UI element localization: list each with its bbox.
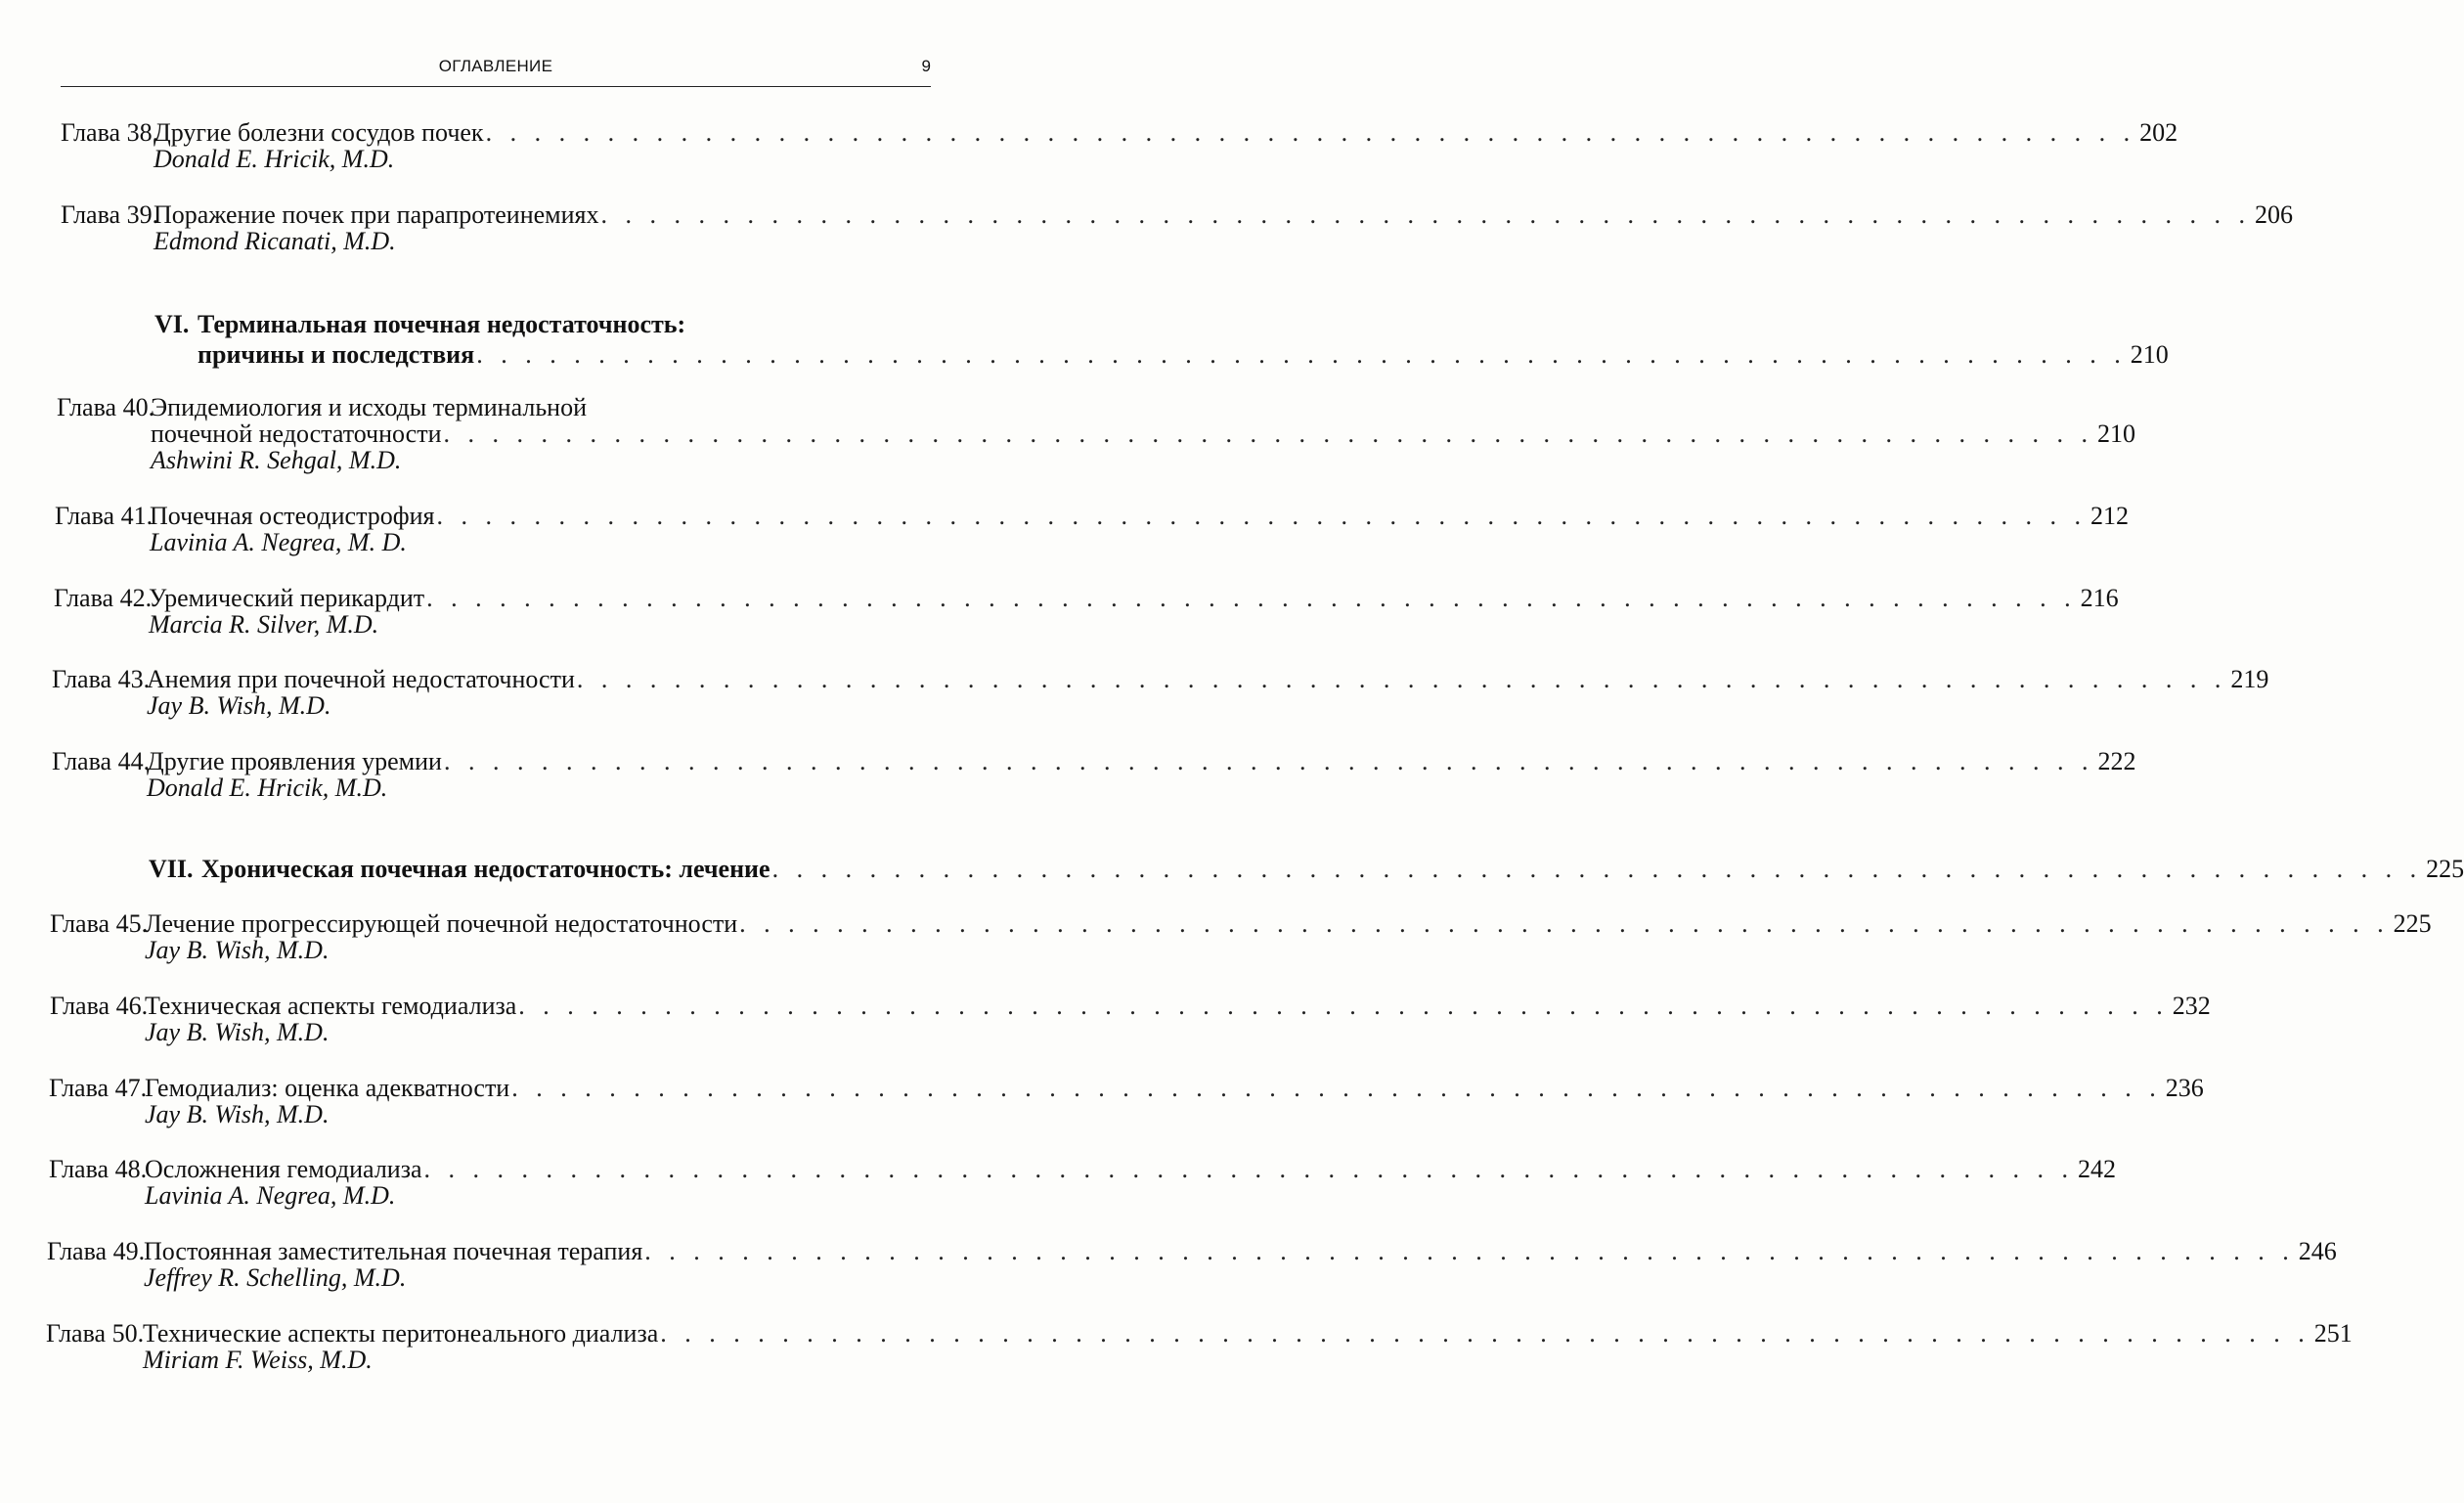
dot-leader: . . . . . . . . . . . . . . . . . . . . . . . . . . . . . . . . . . . . . . . . . . . . . . . . . . . . . . . . . . . . . . . . . . . . (518, 992, 2169, 1020)
chapter-title-line-1: Эпидемиология и исходы терминальной (151, 393, 587, 421)
chapter-label: Глава 46. (50, 992, 149, 1020)
section-page: 225 (2426, 855, 2464, 883)
chapter-label: Глава 48. (49, 1155, 148, 1183)
chapter-page: 232 (2172, 992, 2211, 1020)
chapter-author: Lavinia A. Negrea, M. D. (150, 528, 407, 556)
chapter-page: 210 (2097, 420, 2135, 448)
chapter-label: Глава 44. (52, 747, 151, 775)
chapter-page: 246 (2298, 1237, 2337, 1265)
chapter-title: Осложнения гемодиализа (145, 1155, 422, 1183)
chapter-title: Уремический перикардит (149, 584, 425, 612)
toc-section-7[interactable] (149, 855, 2464, 883)
toc-entry-chapter-48[interactable] (49, 1155, 2117, 1210)
toc-entry-chapter-42[interactable] (54, 584, 2119, 639)
running-header-title: ОГЛАВЛЕНИЕ (438, 57, 553, 75)
section-number: VI. (154, 310, 190, 338)
toc-entry-chapter-44[interactable] (52, 747, 2136, 802)
chapter-author: Miriam F. Weiss, M.D. (143, 1346, 373, 1374)
toc-entry-chapter-38[interactable] (61, 118, 2178, 173)
section-number: VII. (149, 855, 194, 883)
chapter-page: 216 (2080, 584, 2119, 612)
chapter-label: Глава 45. (50, 909, 149, 938)
dot-leader: . . . . . . . . . . . . . . . . . . . . . . . . . . . . . . . . . . . . . . . . . . . . . . . . . . . . . . . . . . . . . . . . . . . . (576, 665, 2227, 693)
chapter-author: Lavinia A. Negrea, M.D. (145, 1181, 396, 1210)
toc-entry-chapter-47[interactable] (49, 1074, 2204, 1128)
dot-leader: . . . . . . . . . . . . . . . . . . . . . . . . . . . . . . . . . . . . . . . . . . . . . . . . . . . . . . . . . . . . . . . . . . . . (443, 420, 2093, 448)
section-title: Хроническая почечная недостаточность: лечение (201, 855, 770, 883)
chapter-title: Лечение прогрессирующей почечной недостаточности (145, 909, 738, 938)
toc-entry-chapter-40[interactable] (57, 393, 2135, 474)
dot-leader: . . . . . . . . . . . . . . . . . . . . . . . . . . . . . . . . . . . . . . . . . . . . . . . . . . . . . . . . . . . . . . . . . . . . (423, 1155, 2075, 1183)
chapter-author: Ashwini R. Sehgal, M.D. (151, 446, 402, 474)
chapter-author: Jay B. Wish, M.D. (145, 936, 330, 964)
toc-entry-chapter-39[interactable] (61, 200, 2293, 255)
chapter-label: Глава 47. (49, 1074, 148, 1102)
dot-leader: . . . . . . . . . . . . . . . . . . . . . . . . . . . . . . . . . . . . . . . . . . . . . . . . . . . . . . . . . . . . . . . . . . . . (436, 502, 2087, 530)
dot-leader: . . . . . . . . . . . . . . . . . . . . . . . . . . . . . . . . . . . . . . . . . . . . . . . . . . . . . . . . . . . . . . . . . . . . (485, 118, 2136, 147)
chapter-page: 219 (2230, 665, 2269, 693)
toc-entry-chapter-46[interactable] (50, 992, 2211, 1046)
toc-entry-chapter-41[interactable] (55, 502, 2129, 556)
dot-leader: . . . . . . . . . . . . . . . . . . . . . . . . . . . . . . . . . . . . . . . . . . . . . . . . . . . . . . . . . . . . . . . . . . . . (476, 340, 2127, 369)
chapter-title: Анемия при почечной недостаточности (147, 665, 575, 693)
dot-leader: . . . . . . . . . . . . . . . . . . . . . . . . . . . . . . . . . . . . . . . . . . . . . . . . . . . . . . . . . . . . . . . . . . . . (644, 1237, 2295, 1265)
chapter-page: 251 (2313, 1319, 2353, 1348)
chapter-title: Постоянная заместительная почечная терапия (144, 1237, 643, 1265)
page-number: 9 (921, 57, 931, 75)
chapter-label: Глава 38. (61, 118, 159, 147)
toc-entry-chapter-50[interactable] (46, 1319, 2353, 1374)
chapter-title: Другие болезни сосудов почек (154, 118, 484, 147)
dot-leader: . . . . . . . . . . . . . . . . . . . . . . . . . . . . . . . . . . . . . . . . . . . . . . . . . . . . . . . . . . . . . . . . . . . . (600, 200, 2251, 229)
chapter-title: Другие проявления уремии (147, 747, 442, 775)
chapter-label: Глава 39. (61, 200, 159, 229)
toc-entry-chapter-45[interactable] (50, 909, 2432, 964)
chapter-author: Jay B. Wish, M.D. (145, 1018, 330, 1046)
toc-entry-chapter-49[interactable] (47, 1237, 2337, 1292)
chapter-label: Глава 49. (47, 1237, 146, 1265)
chapter-author: Jay B. Wish, M.D. (145, 1100, 330, 1128)
chapter-page: 225 (2393, 909, 2432, 938)
chapter-title: Гемодиализ: оценка адекватности (145, 1074, 510, 1102)
chapter-label: Глава 41. (55, 502, 154, 530)
toc-entry-chapter-43[interactable] (52, 665, 2269, 720)
chapter-title: Поражение почек при парапротеинемиях (154, 200, 599, 229)
chapter-author: Marcia R. Silver, M.D. (149, 610, 379, 639)
chapter-title-line-2: почечной недостаточности (151, 420, 442, 448)
dot-leader: . . . . . . . . . . . . . . . . . . . . . . . . . . . . . . . . . . . . . . . . . . . . . . . . . . . . . . . . . . . . . . . . . . . . (660, 1319, 2310, 1348)
chapter-page: 212 (2090, 502, 2129, 530)
section-title-line-2: причины и последствия (198, 340, 475, 369)
dot-leader: . . . . . . . . . . . . . . . . . . . . . . . . . . . . . . . . . . . . . . . . . . . . . . . . . . . . . . . . . . . . . . . . . . . . (443, 747, 2094, 775)
dot-leader: . . . . . . . . . . . . . . . . . . . . . . . . . . . . . . . . . . . . . . . . . . . . . . . . . . . . . . . . . . . . . . . . . . . . (426, 584, 2077, 612)
dot-leader: . . . . . . . . . . . . . . . . . . . . . . . . . . . . . . . . . . . . . . . . . . . . . . . . . . . . . . . . . . . . . . . . . . . . (511, 1074, 2162, 1102)
chapter-author: Jeffrey R. Schelling, M.D. (144, 1263, 407, 1292)
chapter-title: Почечная остеодистрофия (150, 502, 435, 530)
section-title-line-1: Терминальная почечная недостаточность: (198, 310, 686, 338)
chapter-title: Техническая аспекты гемодиализа (145, 992, 517, 1020)
chapter-author: Donald E. Hricik, M.D. (147, 774, 388, 802)
dot-leader: . . . . . . . . . . . . . . . . . . . . . . . . . . . . . . . . . . . . . . . . . . . . . . . . . . . . . . . . . . . . . . . . . . . . (771, 855, 2423, 883)
dot-leader: . . . . . . . . . . . . . . . . . . . . . . . . . . . . . . . . . . . . . . . . . . . . . . . . . . . . . . . . . . . . . . . . . . . . (739, 909, 2390, 938)
chapter-page: 202 (2139, 118, 2178, 147)
chapter-page: 236 (2165, 1074, 2204, 1102)
chapter-author: Edmond Ricanati, M.D. (154, 227, 396, 255)
header-rule (61, 86, 931, 87)
section-page: 210 (2130, 340, 2169, 369)
chapter-page: 242 (2078, 1155, 2117, 1183)
chapter-label: Глава 40. (57, 393, 155, 421)
running-header (61, 57, 931, 86)
chapter-author: Jay B. Wish, M.D. (147, 691, 331, 720)
chapter-label: Глава 43. (52, 665, 151, 693)
chapter-label: Глава 42. (54, 584, 153, 612)
chapter-author: Donald E. Hricik, M.D. (154, 145, 395, 173)
chapter-title: Технические аспекты перитонеального диализа (143, 1319, 659, 1348)
toc-section-6[interactable] (154, 310, 2169, 369)
chapter-label: Глава 50. (46, 1319, 145, 1348)
chapter-page: 206 (2254, 200, 2293, 229)
chapter-page: 222 (2097, 747, 2136, 775)
